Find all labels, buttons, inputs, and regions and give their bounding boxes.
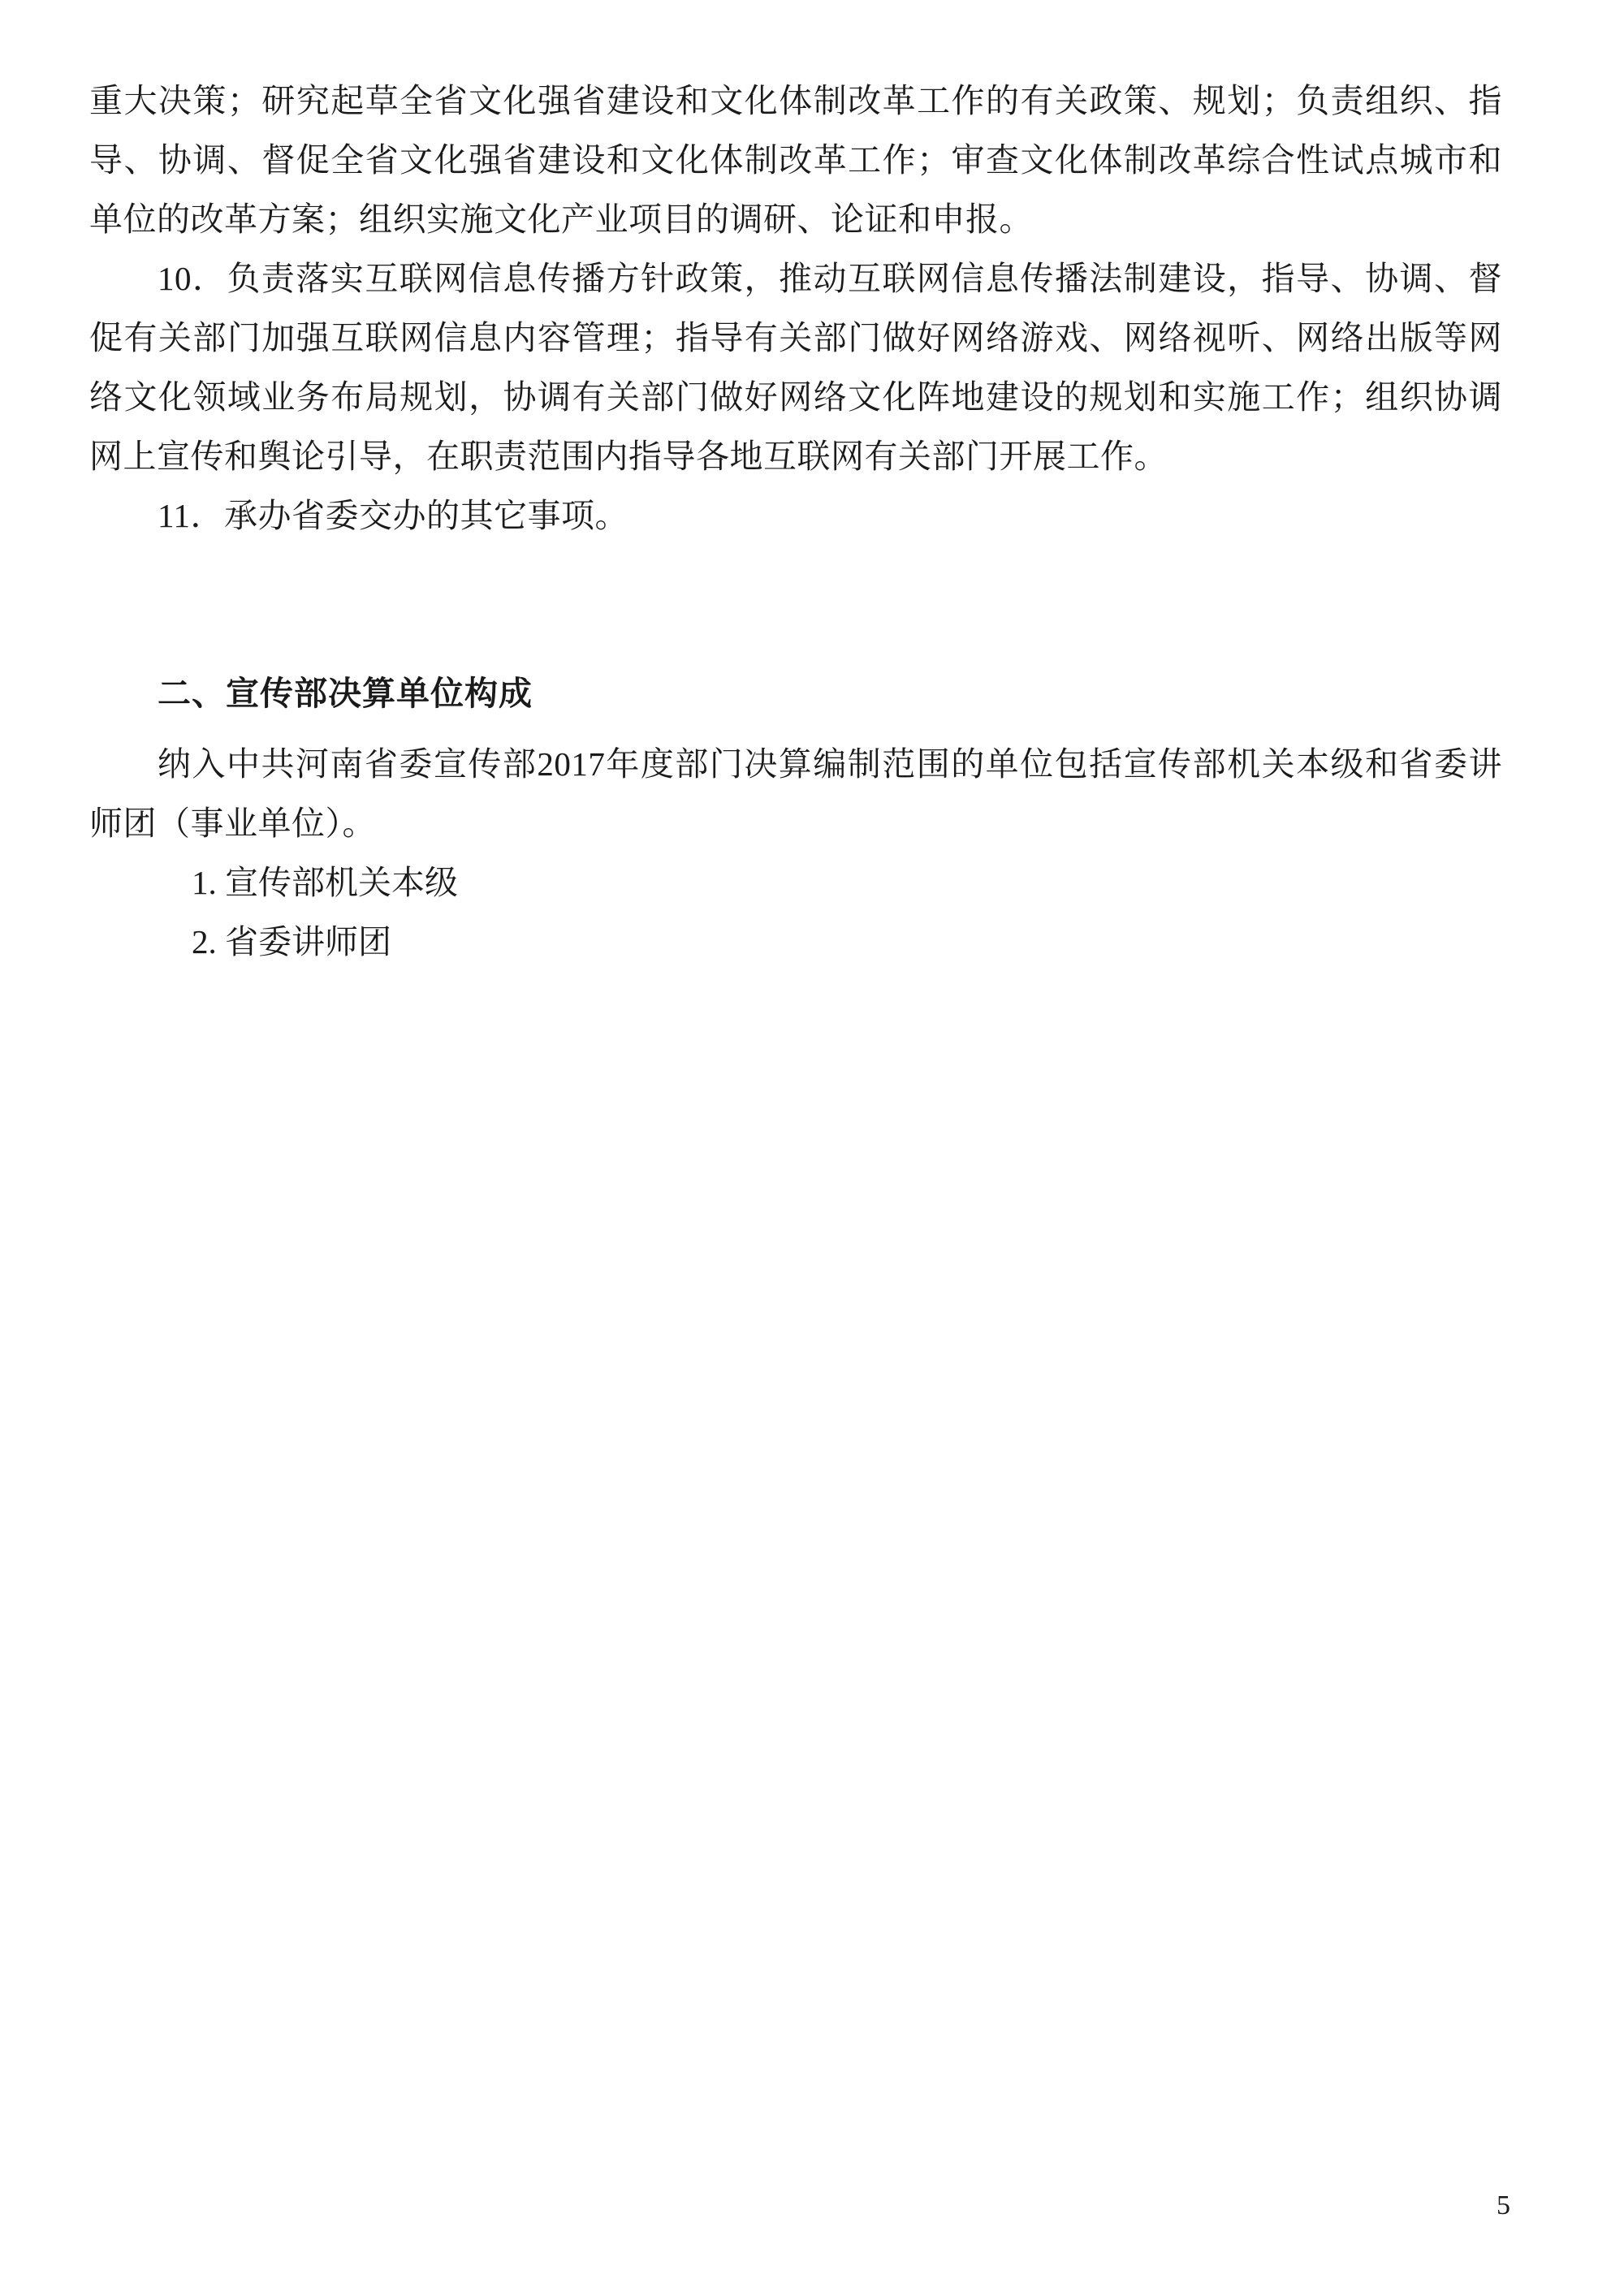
list-item-unit-2: 2. 省委讲师团 — [192, 923, 391, 961]
section-heading-two: 二、宣传部决算单位构成 — [158, 673, 533, 713]
paragraph-continued-9: 重大决策；研究起草全省文化强省建设和文化体制改革工作的有关政策、规划；负责组织、指导、协调、督促全省文化强省建设和文化体制改革工作；审查文化体制改革综合性试点城市和单位的改革方案；组织实施文化产业项目的调研、论证和申报。 — [89, 82, 1502, 238]
page-number: 5 — [1497, 2190, 1510, 2220]
section-intro-paragraph: 纳入中共河南省委宣传部2017年度部门决算编制范围的单位包括宣传部机关本级和省委讲师团（事业单位）。 — [89, 745, 1502, 843]
heading-gap — [89, 720, 1502, 735]
list-item-unit-1: 1. 宣传部机关本级 — [192, 864, 458, 902]
paragraph-item-11: 11．承办省委交办的其它事项。 — [158, 496, 628, 534]
section-gap — [89, 546, 1502, 667]
paragraph-item-10: 10．负责落实互联网信息传播方针政策，推动互联网信息传播法制建设，指导、协调、督促有关部门加强互联网信息内容管理；指导有关部门做好网络游戏、网络视听、网络出版等网络文化领域业务布局规划，协调有关部门做好网络文化阵地建设的规划和实施工作；组织协调网上宣传和舆论引导，在职责范围内指导各地互联网有关部门开展工作。 — [89, 259, 1502, 475]
